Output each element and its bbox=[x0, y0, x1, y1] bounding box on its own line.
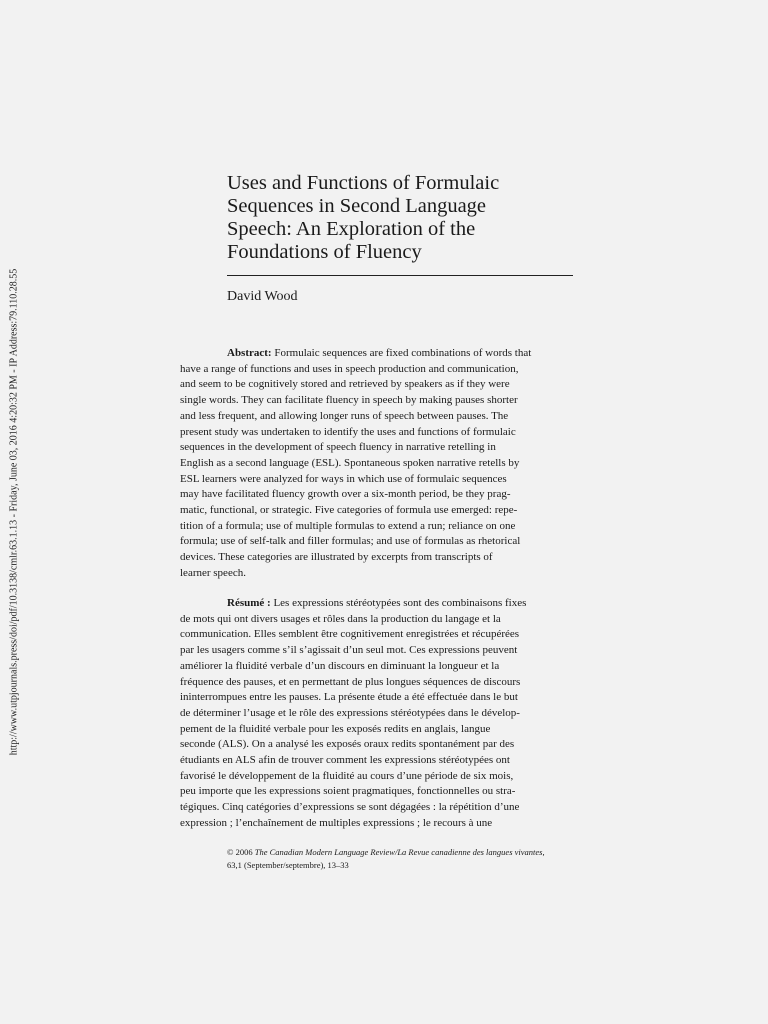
abstract-line: and seem to be cognitively stored and retrieved by speakers as if they were bbox=[180, 378, 510, 391]
abstract-line: ESL learners were analyzed for ways in which use of formulaic sequences bbox=[180, 472, 507, 485]
abstract-first-line bbox=[180, 346, 580, 362]
author-name: David Wood bbox=[227, 289, 298, 304]
resume-line: pement de la fluidité verbale pour les exposés redits en anglais, langue bbox=[180, 722, 491, 735]
resume-paragraph bbox=[180, 596, 580, 832]
resume-line: favorisé le développement de la fluidité au cours d’une période de six mois, bbox=[180, 769, 514, 782]
title-line: Speech: An Exploration of the bbox=[227, 218, 476, 240]
abstract-line: may have facilitated fluency growth over a six-month period, be they prag- bbox=[180, 488, 511, 501]
resume-line: de déterminer l’usage et le rôle des expressions stéréotypées dans le dévelop- bbox=[180, 706, 520, 719]
title-rule bbox=[227, 275, 573, 276]
side-download-text: http://www.utpjournals.press/doi/pdf/10.3138/cmlr.63.1.13 - Friday, June 03, 2016 4:20:32 PM - IP Address:79.110.28.55 bbox=[8, 268, 20, 756]
journal-name: The Canadian Modern Language Review/La Revue canadienne des langues vivantes bbox=[254, 847, 543, 857]
abstract-first-text: Formulaic sequences are fixed combinations of words that bbox=[271, 347, 532, 359]
resume-label: Résumé : bbox=[227, 597, 271, 609]
abstract-label: Abstract: bbox=[227, 347, 272, 359]
abstract-line: devices. These categories are illustrated by excerpts from transcripts of bbox=[180, 551, 493, 564]
resume-line: expression ; l’enchaînement de multiples expressions ; le recours à une bbox=[180, 816, 493, 829]
title-line: Sequences in Second Language bbox=[227, 195, 487, 217]
citation-footer bbox=[227, 846, 587, 871]
abstract-line: English as a second language (ESL). Spontaneous spoken narrative retells by bbox=[180, 456, 520, 469]
resume-line: améliorer la fluidité verbale d’un discours en diminuant la longueur et la bbox=[180, 659, 500, 672]
abstract-line: single words. They can facilitate fluency in speech by making pauses shorter bbox=[180, 394, 518, 407]
citation-line-2: 63,1 (September/septembre), 13–33 bbox=[227, 859, 349, 870]
abstract-line: present study was undertaken to identify the uses and functions of formulaic bbox=[180, 425, 516, 438]
title-line: Uses and Functions of Formulaic bbox=[227, 172, 500, 194]
resume-line: peu importe que les expressions soient pragmatiques, fonctionnelles ou stra- bbox=[180, 785, 516, 798]
resume-line: fréquence des pauses, et en permettant de plus longues séquences de discours bbox=[180, 675, 521, 688]
resume-line: par les usagers comme s’il s’agissait d’un seul mot. Ces expressions peuvent bbox=[180, 644, 518, 657]
resume-first-line bbox=[180, 596, 580, 612]
abstract-line: learner speech. bbox=[180, 566, 246, 579]
citation-line-1 bbox=[227, 846, 587, 859]
resume-line: tégiques. Cinq catégories d’expressions se sont dégagées : la répétition d’une bbox=[180, 801, 520, 814]
title-line: Foundations of Fluency bbox=[227, 241, 422, 263]
abstract-line: have a range of functions and uses in speech production and communication, bbox=[180, 362, 519, 375]
abstract-line: matic, functional, or strategic. Five categories of formula use emerged: repe- bbox=[180, 504, 518, 517]
resume-line: de mots qui ont divers usages et rôles dans la production du langage et la bbox=[180, 612, 501, 625]
article-title bbox=[227, 172, 577, 264]
resume-first-text: Les expressions stéréotypées sont des combinaisons fixes bbox=[270, 597, 527, 609]
resume-line: communication. Elles semblent être cognitivement enregistrées et récupérées bbox=[180, 628, 520, 641]
abstract-line: and less frequent, and allowing longer runs of speech between pauses. The bbox=[180, 409, 509, 422]
abstract-line: formula; use of self-talk and filler formulas; and use of formulas as rhetorical bbox=[180, 535, 521, 548]
citation-suffix: , bbox=[542, 847, 545, 857]
citation-prefix: © 2006 bbox=[227, 847, 255, 857]
resume-line: seconde (ALS). On a analysé les exposés oraux redits spontanément par des bbox=[180, 738, 515, 751]
resume-line: ininterrompues entre les pauses. La présente étude a été effectuée dans le but bbox=[180, 691, 518, 704]
abstract-line: tition of a formula; use of multiple formulas to extend a run; reliance on one bbox=[180, 519, 516, 532]
abstract-line: sequences in the development of speech fluency in narrative retelling in bbox=[180, 441, 496, 454]
resume-line: étudiants en ALS afin de trouver comment les expressions stéréotypées ont bbox=[180, 754, 510, 767]
abstract-paragraph bbox=[180, 346, 580, 582]
